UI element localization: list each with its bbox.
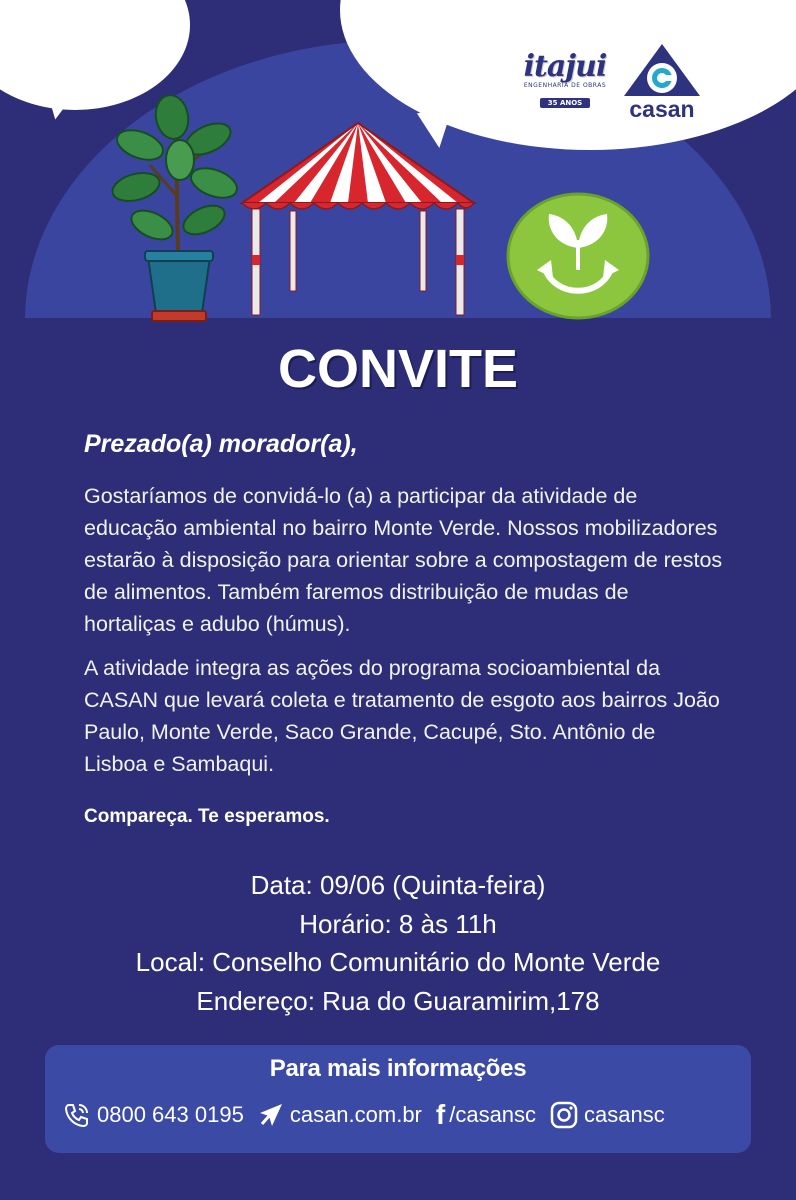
recycle-leaf-icon bbox=[505, 190, 651, 322]
casan-logo-word: casan bbox=[629, 96, 695, 122]
speech-bubble-left-tail bbox=[37, 77, 82, 122]
phone-icon bbox=[63, 1101, 91, 1129]
paragraph-intro: Gostaríamos de convidá-lo (a) a participar da atividade de educação ambiental no bairro Monte Verde. Nossos mobilizadores estarão à disposição para orientar sobre a compostagem de restos de alimentos. Também faremos distribuição de mudas de hortaliças e adubo (húmus). bbox=[84, 484, 723, 636]
contact-list bbox=[63, 1097, 743, 1133]
contact-facebook-text: /casansc bbox=[449, 1102, 537, 1127]
itajui-logo-subtitle: ENGENHARIA DE OBRAS bbox=[523, 82, 607, 89]
cursor-arrow-icon bbox=[258, 1102, 284, 1128]
casan-logo-symbol-icon bbox=[620, 42, 704, 98]
striped-tent-icon bbox=[238, 115, 478, 320]
info-title: Para mais informações bbox=[269, 1055, 527, 1082]
contact-instagram[interactable] bbox=[550, 1101, 665, 1129]
potted-plant-icon bbox=[110, 95, 240, 327]
greeting: Prezado(a) morador(a), bbox=[84, 430, 358, 458]
speech-bubble-left bbox=[0, 0, 190, 110]
event-date: Data: 09/06 (Quinta-feira) bbox=[250, 870, 546, 900]
info-box bbox=[45, 1045, 751, 1153]
event-details bbox=[0, 866, 796, 1020]
contact-phone[interactable] bbox=[63, 1101, 244, 1129]
itajui-logo-word: itajui bbox=[523, 49, 607, 84]
page-title: CONVITE bbox=[277, 339, 519, 399]
contact-instagram-text: casansc bbox=[584, 1102, 665, 1127]
itajui-logo bbox=[515, 49, 615, 114]
call-to-action: Compareça. Te esperamos. bbox=[84, 806, 330, 827]
contact-phone-text: 0800 643 0195 bbox=[97, 1102, 244, 1127]
instagram-icon bbox=[550, 1101, 578, 1129]
event-address: Endereço: Rua do Guaramirim,178 bbox=[196, 985, 600, 1016]
contact-site-text: casan.com.br bbox=[289, 1102, 422, 1127]
contact-site[interactable] bbox=[258, 1102, 422, 1128]
itajui-logo-badge: 35 ANOS bbox=[540, 98, 590, 108]
casan-logo bbox=[620, 42, 704, 124]
paragraph-program: A atividade integra as ações do programa socioambiental da CASAN que levará coleta e tratamento de esgoto aos bairros João Paulo, Monte Verde, Saco Grande, Cacupé, Sto. Antônio de Lisboa e Sambaqui. bbox=[84, 656, 720, 776]
facebook-icon: f bbox=[435, 1099, 446, 1130]
event-time: Horário: 8 às 11h bbox=[299, 908, 497, 939]
event-place: Local: Conselho Comunitário do Monte Verde bbox=[135, 947, 661, 977]
contact-facebook[interactable] bbox=[436, 1099, 536, 1131]
